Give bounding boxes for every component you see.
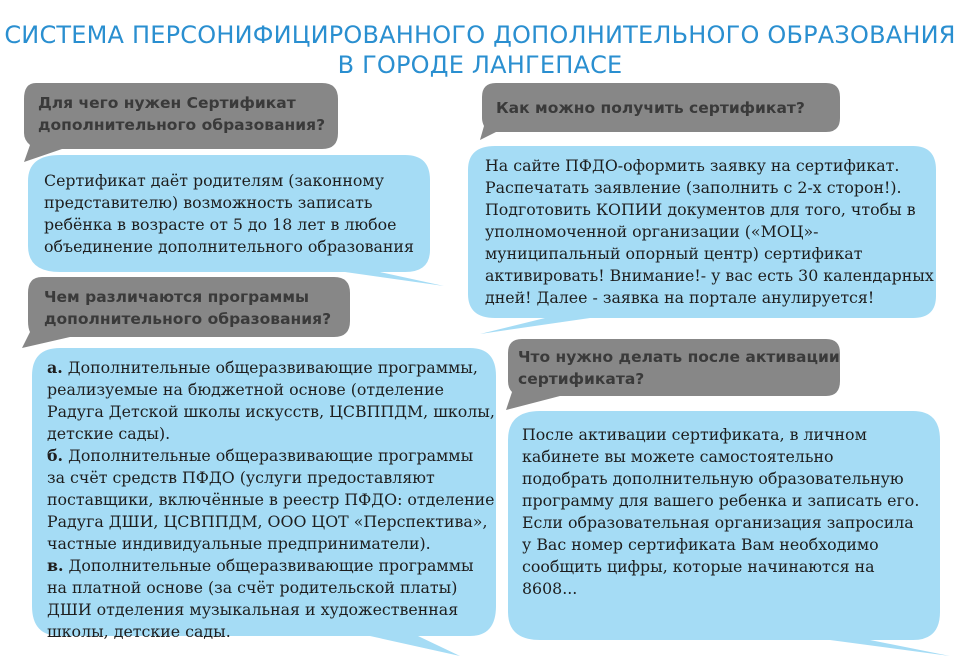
list-line: Радуга Детской школы искусств, ЦСВППДМ, школы, [47, 402, 495, 421]
answer-line: Распечатать заявление (заполнить с 2-х сторон!). [485, 178, 902, 197]
answer-line: Подготовить КОПИИ документов для того, чтобы в [485, 200, 916, 219]
answer-1 [44, 170, 414, 258]
question-3 [44, 286, 331, 330]
answer-line: у Вас номер сертификата Вам необходимо [522, 535, 879, 554]
answer-line: дней! Далее - заявка на портале анулируется! [485, 288, 875, 307]
answer-line: На сайте ПФДО-оформить заявку на сертификат. [485, 156, 900, 175]
page-title [0, 20, 960, 80]
list-line: на платной основе (за счёт родительской платы) [47, 578, 458, 597]
list-line: частные индивидуальные предприниматели). [47, 534, 431, 553]
list-line: Дополнительные общеразвивающие программы [68, 556, 474, 575]
answer-line: программу для вашего ребенка и записать его. [522, 491, 920, 510]
question-4 [518, 346, 840, 390]
list-item-a [47, 357, 495, 445]
answer-line: Если образовательная организация запросила [522, 513, 914, 532]
answer-line: 8608... [522, 579, 578, 598]
answer-line: подобрать дополнительную образовательную [522, 469, 904, 488]
answer-line: активировать! Внимание!- у вас есть 30 календарных [485, 266, 934, 285]
question-line: Как можно получить сертификат? [496, 99, 805, 117]
question-line: дополнительного образования? [44, 310, 332, 328]
list-marker: а. [47, 358, 63, 377]
question-1 [38, 92, 325, 136]
list-line: Дополнительные общеразвивающие программы, [67, 358, 478, 377]
answer-line: уполномоченной организации («МОЦ»- [485, 222, 819, 241]
question-line: Чем различаются программы [44, 288, 310, 306]
list-line: за счёт средств ПФДО (услуги предоставляют [47, 468, 435, 487]
title-line-1: СИСТЕМА ПЕРСОНИФИЦИРОВАННОГО ДОПОЛНИТЕЛЬНОГО ОБРАЗОВАНИЯ [4, 21, 956, 49]
list-line: ДШИ отделения музыкальная и художественная [47, 600, 459, 619]
answer-line: сообщить цифры, которые начинаются на [522, 557, 875, 576]
list-line: Радуга ДШИ, ЦСВППДМ, ООО ЦОТ «Перспектива», [47, 512, 488, 531]
answer-line: Сертификат даёт родителям (законному [44, 171, 385, 190]
list-item-v [47, 555, 495, 643]
answer-line: кабинете вы можете самостоятельно [522, 447, 834, 466]
question-2 [496, 97, 805, 119]
answer-4 [522, 424, 919, 600]
list-line: реализуемые на бюджетной основе (отделение [47, 380, 445, 399]
answer-line: ребёнка в возрасте от 5 до 18 лет в любое [44, 215, 397, 234]
answer-line: После активации сертификата, в личном [522, 425, 867, 444]
list-item-b [47, 445, 495, 555]
answer-line: представителю) возможность записать [44, 193, 373, 212]
answer-2 [485, 155, 934, 309]
answer-line: объединение дополнительного образования [44, 237, 414, 256]
list-line: поставщики, включённые в реестр ПФДО: отделение [47, 490, 495, 509]
question-line: сертификата? [518, 370, 645, 388]
answer-3 [47, 357, 495, 643]
title-line-2: В ГОРОДЕ ЛАНГЕПАСЕ [337, 51, 623, 79]
list-line: школы, детские сады. [47, 622, 231, 641]
list-marker: в. [47, 556, 64, 575]
question-line: Для чего нужен Сертификат [38, 94, 296, 112]
question-line: Что нужно делать после активации [518, 348, 840, 366]
list-line: детские сады). [47, 424, 171, 443]
question-line: дополнительного образования? [38, 116, 326, 134]
answer-line: муниципальный опорный центр) сертификат [485, 244, 863, 263]
list-line: Дополнительные общеразвивающие программы [68, 446, 474, 465]
list-marker: б. [47, 446, 64, 465]
